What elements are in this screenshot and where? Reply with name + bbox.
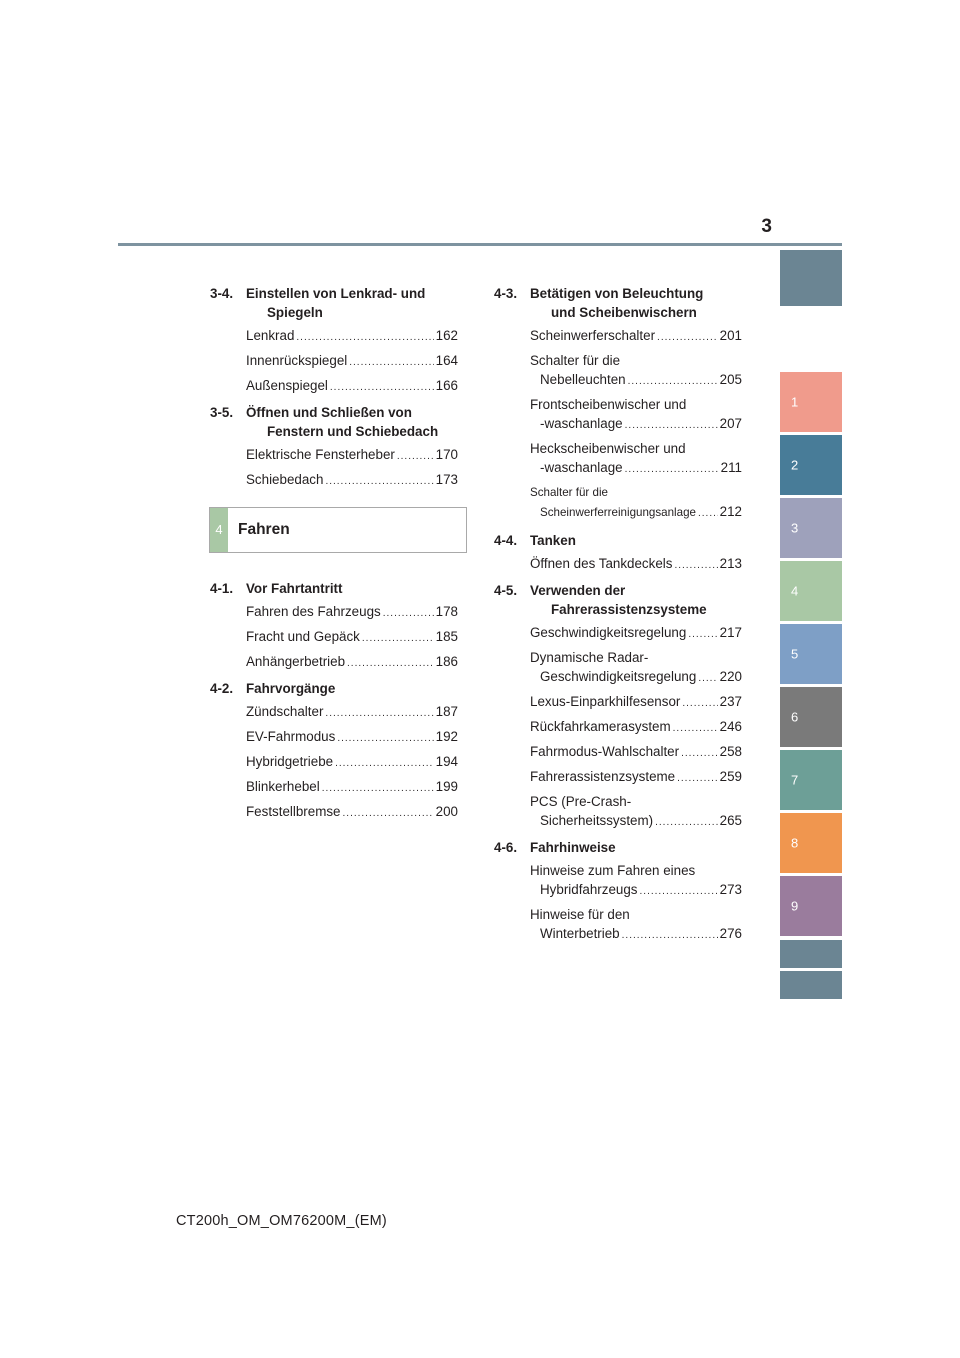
chapter-tab-2[interactable]: 2: [780, 435, 842, 495]
header-rule: [118, 243, 842, 246]
section-heading: 4-3. Betätigen von Beleuchtung und Scheibenwischern: [494, 286, 704, 320]
section-heading: 4-1. Vor Fahrtantritt: [210, 581, 343, 596]
chapter-tab-1[interactable]: 1: [780, 372, 842, 432]
section-heading: 4-4. Tanken: [494, 533, 576, 548]
chapter-tab-9[interactable]: 9: [780, 876, 842, 936]
chapter-tab-7[interactable]: 7: [780, 750, 842, 810]
toc-entry[interactable]: Rückfahrkamerasystem ..... 246: [494, 717, 742, 738]
section-heading: 3-5. Öffnen und Schließen von Fenstern und Schiebedach: [210, 405, 439, 439]
toc-entry[interactable]: Schalter für die Scheinwerferreinigungsanlage ..... 212: [494, 483, 742, 523]
toc-entry[interactable]: Außenspiegel ..... 166: [210, 376, 458, 397]
toc-entry[interactable]: Fahrmodus-Wahlschalter ..... 258: [494, 742, 742, 763]
chapter-tab-end[interactable]: [780, 971, 842, 999]
toc-entry[interactable]: Schiebedach ..... 173: [210, 470, 458, 491]
toc-entry[interactable]: Zündschalter ..... 187: [210, 702, 458, 723]
toc-entry[interactable]: Lexus-Einparkhilfesensor ..... 237: [494, 692, 742, 713]
toc-left-column: [210, 284, 458, 827]
chapter-tab-top[interactable]: [780, 250, 842, 306]
section-heading: 4-5. Verwenden der Fahrerassistenzsysteme: [494, 583, 707, 617]
toc-entry[interactable]: Scheinwerferschalter ..... 201: [494, 326, 742, 347]
chapter-tab-index[interactable]: [780, 940, 842, 968]
toc-entry[interactable]: Frontscheibenwischer und -waschanlage ..... 207: [494, 395, 742, 435]
page-number: 3: [761, 216, 772, 237]
chapter-title: Fahren: [238, 521, 290, 538]
chapter-header: [209, 507, 467, 553]
toc-entry[interactable]: Blinkerhebel ..... 199: [210, 777, 458, 798]
toc-entry[interactable]: Anhängerbetrieb ..... 186: [210, 652, 458, 673]
section-heading: 3-4. Einstellen von Lenkrad- und Spiegeln: [210, 286, 426, 320]
toc-entry[interactable]: Elektrische Fensterheber ..... 170: [210, 445, 458, 466]
section-heading: 4-6. Fahrhinweise: [494, 840, 616, 855]
toc-entry[interactable]: Geschwindigkeitsregelung ..... 217: [494, 623, 742, 644]
chapter-tab-8[interactable]: 8: [780, 813, 842, 873]
toc-entry[interactable]: Lenkrad ..... 162: [210, 326, 458, 347]
toc-right-column: [494, 284, 742, 949]
toc-entry[interactable]: PCS (Pre-Crash- Sicherheitssystem) ..... 265: [494, 792, 742, 832]
toc-entry[interactable]: EV-Fahrmodus ..... 192: [210, 727, 458, 748]
toc-entry[interactable]: Dynamische Radar- Geschwindigkeitsregelung ..... 220: [494, 648, 742, 688]
toc-entry[interactable]: Hinweise zum Fahren eines Hybridfahrzeugs ..... 273: [494, 861, 742, 901]
document-code: CT200h_OM_OM76200M_(EM): [176, 1213, 387, 1229]
toc-entry[interactable]: Öffnen des Tankdeckels ..... 213: [494, 554, 742, 575]
chapter-tab-4[interactable]: 4: [780, 561, 842, 621]
toc-entry[interactable]: Fahrerassistenzsysteme ..... 259: [494, 767, 742, 788]
toc-entry[interactable]: Heckscheibenwischer und -waschanlage ..... 211: [494, 439, 742, 479]
toc-entry[interactable]: Schalter für die Nebelleuchten ..... 205: [494, 351, 742, 391]
toc-entry[interactable]: Fracht und Gepäck ..... 185: [210, 627, 458, 648]
chapter-tab-5[interactable]: 5: [780, 624, 842, 684]
toc-entry[interactable]: Feststellbremse ..... 200: [210, 802, 458, 823]
chapter-number: 4: [210, 508, 228, 552]
toc-entry[interactable]: Hybridgetriebe ..... 194: [210, 752, 458, 773]
toc-entry[interactable]: Fahren des Fahrzeugs ..... 178: [210, 602, 458, 623]
toc-entry[interactable]: Hinweise für den Winterbetrieb ..... 276: [494, 905, 742, 945]
toc-entry[interactable]: Innenrückspiegel ..... 164: [210, 351, 458, 372]
chapter-tab-3[interactable]: 3: [780, 498, 842, 558]
section-heading: 4-2. Fahrvorgänge: [210, 681, 336, 696]
chapter-tab-6[interactable]: 6: [780, 687, 842, 747]
